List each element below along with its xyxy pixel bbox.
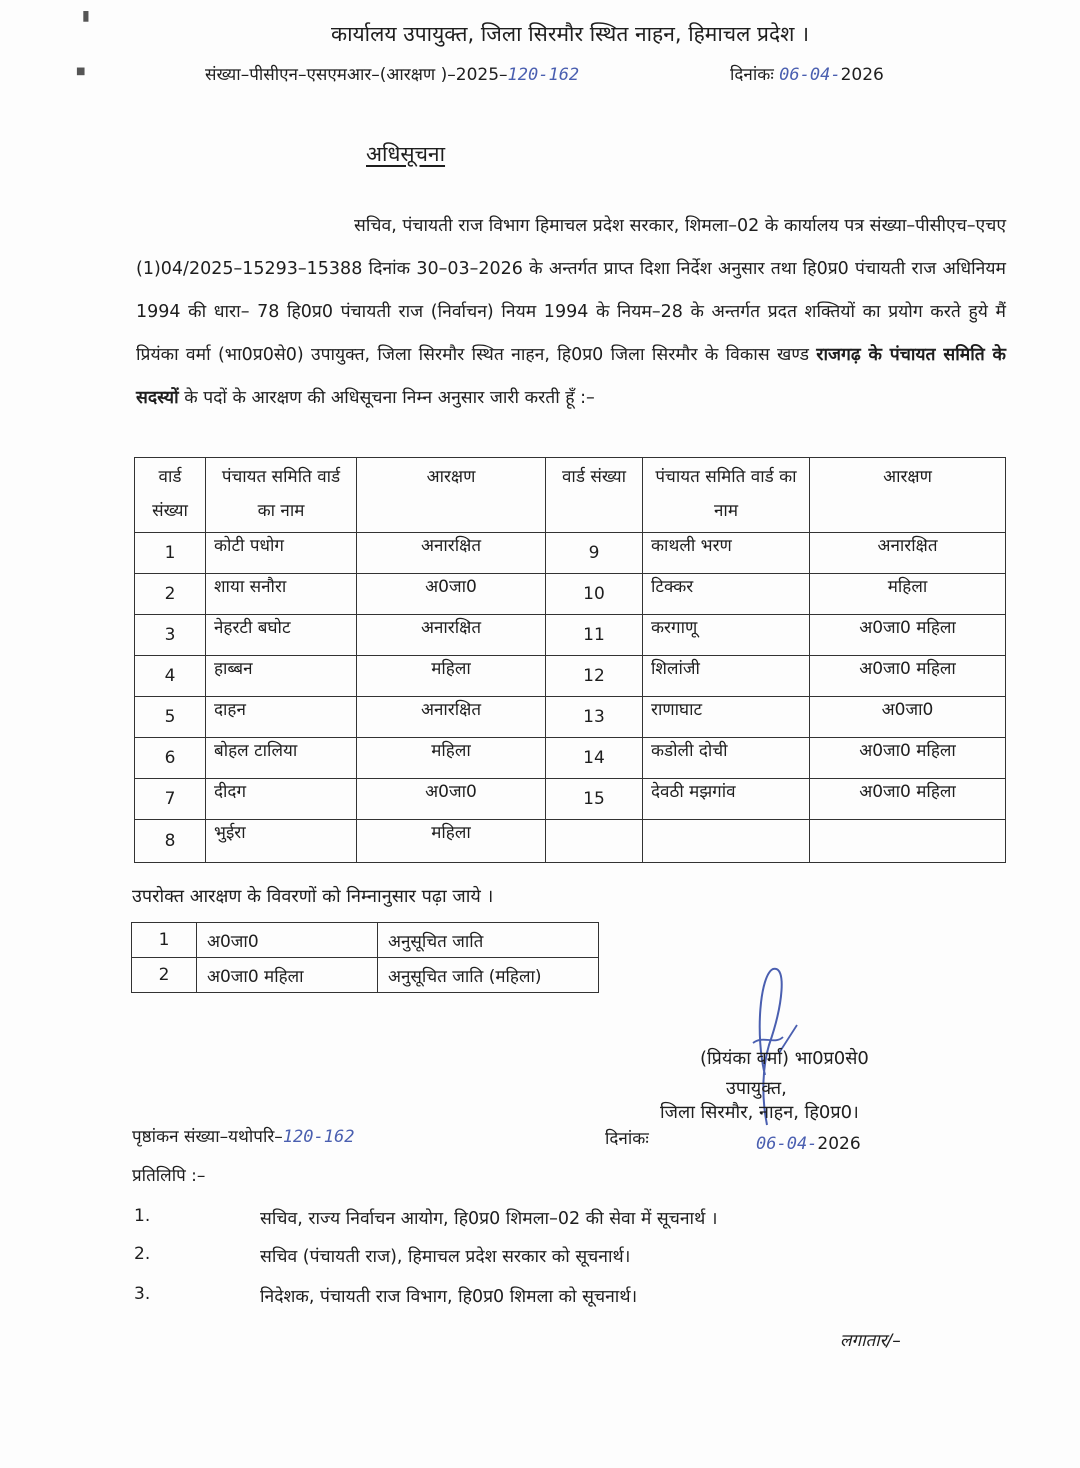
- office-title: कार्यालय उपायुक्त, जिला सिरमौर स्थित नाहन, हिमाचल प्रदेश ।: [330, 22, 810, 46]
- ward-number-cell: [546, 820, 643, 863]
- table-row: [135, 574, 1006, 615]
- legend-row: [132, 958, 599, 993]
- continued-marker: लगातार/–: [840, 1331, 901, 1351]
- date-label: दिनांकः: [730, 65, 774, 85]
- ward-name-cell: राणाघाट: [643, 697, 810, 738]
- header-reservation: आरक्षण: [810, 458, 1006, 533]
- legend-row: [132, 923, 599, 958]
- scan-mark: ▮: [82, 8, 90, 24]
- ward-name-cell: कडोली दोची: [643, 738, 810, 779]
- copy-number: 1.: [134, 1206, 151, 1226]
- legend-number: 1: [132, 923, 197, 958]
- ward-number-cell: 4: [135, 656, 206, 697]
- endorsement-prefix: पृष्ठांकन संख्या–यथोपरि–: [132, 1127, 283, 1147]
- ward-name-cell: दाहन: [206, 697, 357, 738]
- reservation-cell: महिला: [357, 820, 546, 863]
- header-reservation: आरक्षण: [357, 458, 546, 533]
- ward-number-cell: 1: [135, 533, 206, 574]
- scan-mark: ■: [76, 66, 86, 77]
- endorsement-date: [756, 1134, 861, 1154]
- copy-recipient: सचिव (पंचायती राज), हिमाचल प्रदेश सरकार को सूचनार्थ।: [260, 1247, 631, 1267]
- copy-number: 2.: [134, 1244, 151, 1264]
- header-ward-number: वार्ड संख्या: [135, 458, 206, 533]
- legend-note: उपरोक्त आरक्षण के विवरणों को निम्नानुसार पढ़ा जाये ।: [132, 886, 494, 907]
- table-row: [135, 697, 1006, 738]
- reference-number: [205, 62, 579, 85]
- endorsement-number: [132, 1124, 354, 1147]
- ward-name-cell: हाब्बन: [206, 656, 357, 697]
- copy-number: 3.: [134, 1284, 151, 1304]
- reference-date: [730, 62, 884, 85]
- notification-paragraph: [136, 205, 1006, 420]
- signatory-name: (प्रियंका वर्मा) भा0प्र0से0: [700, 1048, 869, 1069]
- ward-name-cell: नेहरटी बघोट: [206, 615, 357, 656]
- ward-number-cell: 2: [135, 574, 206, 615]
- endorsement-handwritten-number: 120-162: [282, 1127, 355, 1147]
- date-handwritten: 06-04-: [779, 65, 841, 85]
- reservation-cell: महिला: [357, 656, 546, 697]
- reservation-cell: अनारक्षित: [357, 615, 546, 656]
- table-row: [135, 615, 1006, 656]
- reservation-cell: अनारक्षित: [357, 533, 546, 574]
- ward-number-cell: 7: [135, 779, 206, 820]
- signatory-place: जिला सिरमौर, नाहन, हि0प्र0।: [660, 1102, 859, 1123]
- header-ward-name: पंचायत समिति वार्ड का नाम: [643, 458, 810, 533]
- legend-number: 2: [132, 958, 197, 993]
- ward-name-cell: करगाणू: [643, 615, 810, 656]
- ward-number-cell: 15: [546, 779, 643, 820]
- ward-number-cell: 3: [135, 615, 206, 656]
- copy-recipient: सचिव, राज्य निर्वाचन आयोग, हि0प्र0 शिमला–02 की सेवा में सूचनार्थ ।: [260, 1209, 718, 1229]
- endorsement-date-year: 2026: [817, 1134, 861, 1154]
- ward-number-cell: 12: [546, 656, 643, 697]
- reservation-cell: अ0जा0 महिला: [810, 656, 1006, 697]
- reservation-cell: अ0जा0: [357, 779, 546, 820]
- signatory-designation: उपायुक्त,: [726, 1078, 787, 1099]
- ward-number-cell: 11: [546, 615, 643, 656]
- ward-name-cell: शाया सनौरा: [206, 574, 357, 615]
- notification-heading: अधिसूचना: [366, 142, 446, 166]
- ward-number-cell: 5: [135, 697, 206, 738]
- ward-number-cell: 14: [546, 738, 643, 779]
- ward-number-cell: 9: [546, 533, 643, 574]
- reservation-cell: अनारक्षित: [810, 533, 1006, 574]
- ward-name-cell: टिक्कर: [643, 574, 810, 615]
- table-row: [135, 656, 1006, 697]
- endorsement-date-handwritten: 06-04-: [756, 1134, 818, 1154]
- header-ward-number: वार्ड संख्या: [546, 458, 643, 533]
- reservation-cell: अ0जा0 महिला: [810, 738, 1006, 779]
- ward-name-cell: दीदग: [206, 779, 357, 820]
- ward-number-cell: 8: [135, 820, 206, 863]
- reference-prefix: संख्या–पीसीएन–एसएमआर–(आरक्षण )–2025–: [205, 65, 508, 85]
- table-row: [135, 820, 1006, 863]
- legend-description: अनुसूचित जाति: [378, 923, 599, 958]
- legend-abbreviation: अ0जा0: [197, 923, 378, 958]
- ward-name-cell: देवठी मझगांव: [643, 779, 810, 820]
- reservation-cell: अ0जा0 महिला: [810, 779, 1006, 820]
- legend-table: [131, 922, 599, 993]
- reservation-cell: अ0जा0: [357, 574, 546, 615]
- reservation-cell: महिला: [810, 574, 1006, 615]
- endorsement-date-label: दिनांकः: [605, 1129, 649, 1149]
- table-header-row: [135, 458, 1006, 533]
- ward-name-cell: काथली भरण: [643, 533, 810, 574]
- table-row: [135, 533, 1006, 574]
- ward-name-cell: शिलांजी: [643, 656, 810, 697]
- paragraph-part2: के पदों के आरक्षण की अधिसूचना निम्न अनुसार जारी करती हूँ :–: [178, 388, 595, 408]
- header-ward-name: पंचायत समिति वार्ड का नाम: [206, 458, 357, 533]
- paragraph-part1: सचिव, पंचायती राज विभाग हिमाचल प्रदेश सरकार, शिमला–02 के कार्यालय पत्र संख्या–पीसीएच–एचए (1)04/2025–15293–15388 दिनांक 30–03–2026 के अन्तर्गत प्राप्त दिशा निर्देश अनुसार तथा हि0प्र0 पंचायती राज अधिनियम 1994 की धारा– 78 हि0प्र0 पंचायती राज (निर्वाचन) नियम 1994 के नियम–28 के अन्तर्गत प्रदत शक्तियों का प्रयोग करते हुये मैं प्रियंका वर्मा (भा0प्र0से0) उपायुक्त, जिला सिरमौर स्थित नाहन, हि0प्र0 जिला सिरमौर के विकास खण्ड: [136, 216, 1006, 365]
- reservation-cell: अ0जा0 महिला: [810, 615, 1006, 656]
- ward-name-cell: कोटी पधोग: [206, 533, 357, 574]
- ward-name-cell: भुईरा: [206, 820, 357, 863]
- ward-number-cell: 10: [546, 574, 643, 615]
- reservation-cell: अ0जा0: [810, 697, 1006, 738]
- reservation-cell: [810, 820, 1006, 863]
- ward-name-cell: बोहल टालिया: [206, 738, 357, 779]
- ward-name-cell: [643, 820, 810, 863]
- ward-number-cell: 6: [135, 738, 206, 779]
- paragraph-bold: राजगढ़ के पंचायत समिति के सदस्यों: [136, 345, 1006, 408]
- reservation-table: [134, 457, 1006, 863]
- copy-label: प्रतिलिपि :–: [132, 1166, 206, 1186]
- legend-abbreviation: अ0जा0 महिला: [197, 958, 378, 993]
- ward-number-cell: 13: [546, 697, 643, 738]
- legend-description: अनुसूचित जाति (महिला): [378, 958, 599, 993]
- table-row: [135, 738, 1006, 779]
- copy-recipient: निदेशक, पंचायती राज विभाग, हि0प्र0 शिमला को सूचनार्थ।: [260, 1287, 638, 1307]
- reservation-cell: महिला: [357, 738, 546, 779]
- date-year: 2026: [840, 65, 884, 85]
- reference-handwritten-number: 120-162: [507, 65, 580, 85]
- table-row: [135, 779, 1006, 820]
- reservation-cell: अनारक्षित: [357, 697, 546, 738]
